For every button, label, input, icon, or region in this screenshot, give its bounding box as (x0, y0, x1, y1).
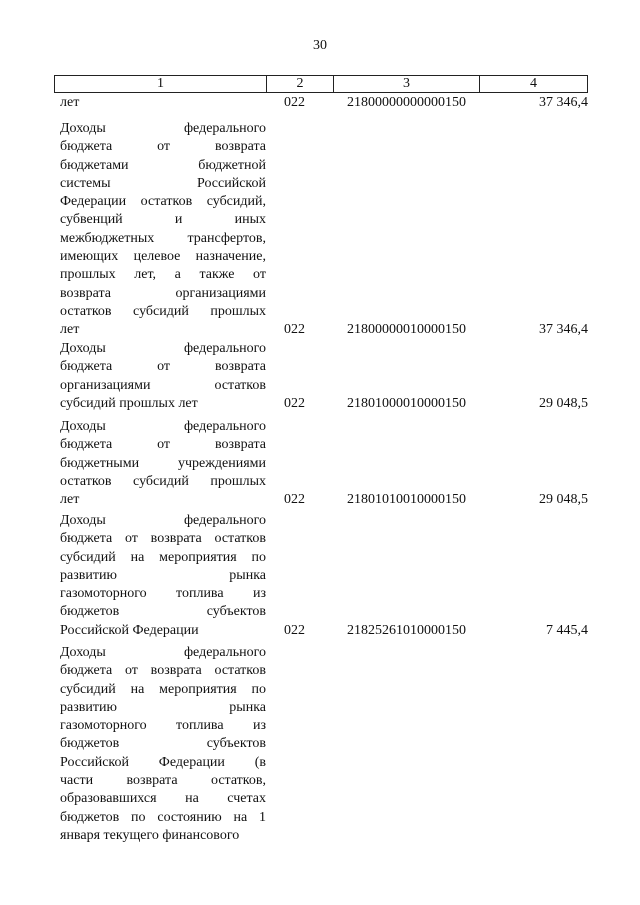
amount: 29 048,5 (539, 395, 588, 411)
description-line: газомоторного топлива из (60, 718, 266, 734)
description-line: бюджетов субъектов (60, 604, 266, 620)
table-row (54, 418, 588, 510)
description-line: бюджета от возврата (60, 139, 266, 155)
table-row (54, 120, 588, 340)
description-line: Доходы федерального (60, 645, 266, 660)
table-row (54, 340, 588, 413)
description-line: межбюджетных трансфертов, (60, 230, 266, 246)
description-line: газомоторного топлива из (60, 586, 266, 602)
header-col-3: 3 (334, 76, 480, 92)
description-line: бюджета от возврата остатков (60, 531, 266, 547)
amount: 7 445,4 (546, 622, 588, 638)
description-line: Доходы федерального (60, 341, 266, 356)
amount: 29 048,5 (539, 492, 588, 508)
description-line: остатков субсидий прошлых (60, 303, 266, 319)
description-line: лет (60, 492, 80, 508)
row-description (60, 418, 266, 509)
row-description (60, 94, 266, 112)
description-line: Российской Федерации (в (60, 754, 266, 770)
description-line: Российской Федерации (60, 622, 199, 638)
budget-class-code: 21800000010000150 (347, 322, 466, 338)
table-header (54, 75, 588, 93)
description-line: Доходы федерального (60, 513, 266, 528)
description-line: развитию рынка (60, 567, 266, 583)
row-description (60, 644, 266, 845)
description-line: Доходы федерального (60, 121, 266, 136)
description-line: развитию рынка (60, 699, 266, 715)
table-row (54, 94, 588, 112)
table-row (54, 644, 588, 845)
description-line: возврата организациями (60, 285, 266, 301)
amount: 37 346,4 (539, 322, 588, 338)
page-number: 30 (313, 38, 327, 53)
description-line: бюджетов по состоянию на 1 (60, 809, 266, 825)
description-line: лет (60, 322, 80, 338)
description-line: бюджета от возврата остатков (60, 663, 266, 679)
budget-class-code: 21825261010000150 (347, 622, 466, 638)
description-line: бюджетов субъектов (60, 736, 266, 752)
description-line: части возврата остатков, (60, 773, 266, 789)
description-line: бюджета от возврата (60, 437, 266, 453)
admin-code: 022 (284, 622, 305, 638)
row-description (60, 340, 266, 413)
description-line: января текущего финансового (60, 827, 240, 843)
description-line: организациями остатков (60, 377, 266, 393)
table-row (54, 512, 588, 640)
description-line: образовавшихся на счетах (60, 791, 266, 807)
header-col-2: 2 (267, 76, 334, 92)
description-line: субвенций и иных (60, 212, 266, 228)
description-line: бюджета от возврата (60, 359, 266, 375)
row-description (60, 120, 266, 340)
description-line: системы Российской (60, 175, 266, 191)
description-line: лет (60, 95, 80, 110)
description-line: Федерации остатков субсидий, (60, 194, 266, 210)
description-line: Доходы федерального (60, 419, 266, 434)
budget-class-code: 21801000010000150 (347, 395, 466, 411)
description-line: бюджетными учреждениями (60, 455, 266, 471)
budget-class-code: 21800000000000150 (347, 95, 466, 110)
description-line: имеющих целевое назначение, (60, 249, 266, 265)
description-line: прошлых лет, а также от (60, 267, 266, 283)
admin-code: 022 (284, 95, 305, 110)
admin-code: 022 (284, 322, 305, 338)
description-line: остатков субсидий прошлых (60, 473, 266, 489)
header-col-1: 1 (55, 76, 267, 92)
header-col-4: 4 (530, 76, 537, 91)
description-line: субсидий на мероприятия по (60, 549, 266, 565)
description-line: субсидий прошлых лет (60, 395, 198, 411)
admin-code: 022 (284, 492, 305, 508)
description-line: бюджетами бюджетной (60, 157, 266, 173)
admin-code: 022 (284, 395, 305, 411)
description-line: субсидий на мероприятия по (60, 681, 266, 697)
row-description (60, 512, 266, 640)
amount: 37 346,4 (539, 95, 588, 110)
budget-class-code: 21801010010000150 (347, 492, 466, 508)
